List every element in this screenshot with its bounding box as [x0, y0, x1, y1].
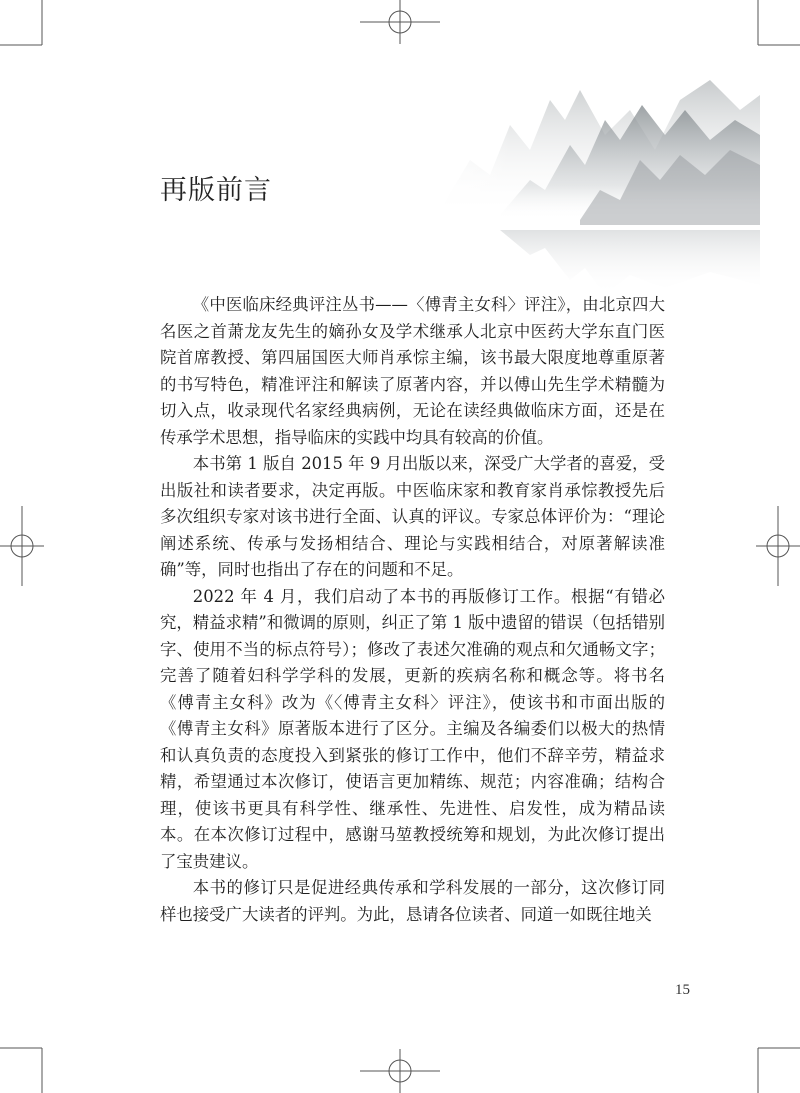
page-title: 再版前言 — [160, 175, 272, 206]
crosshair-circle-icon — [360, 1049, 440, 1093]
paragraph: 2022 年 4 月，我们启动了本书的再版修订工作。根据“有错必究，精益求精”和微调的原则，纠正了第 1 版中遗留的错误（包括错别字、使用不当的标点符号）；修改了表述欠准确的观点和欠通畅文字；完善了随着妇科学学科的发展，更新的疾病名称和概念等。将书名《傅青主女科》改为《〈傅青主女科〉评注》，使该书和市面出版的《傅青主女科》原著版本进行了区分。主编及各编委们以极大的热情和认真负责的态度投入到紧张的修订工作中，他们不辞辛劳，精益求精，希望通过本次修订，使语言更加精练、规范；内容准确；结构合理，使该书更具有科学性、继承性、先进性、启发性，成为精品读本。在本次修订过程中，感谢马堃教授统筹和规划，为此次修订提出了宝贵建议。 — [160, 586, 665, 871]
crosshair-circle-icon — [756, 506, 800, 586]
paragraph: 本书的修订只是促进经典传承和学科发展的一部分，这次修订同样也接受广大读者的评判。为此，恳请各位读者、同道一如既往地关 — [160, 878, 665, 924]
body-text — [160, 292, 665, 928]
page-number: 15 — [675, 982, 690, 998]
crosshair-circle-icon — [360, 0, 440, 44]
crosshair-circle-icon — [0, 506, 44, 586]
paragraph: 《中医临床经典评注丛书——〈傅青主女科〉评注》，由北京四大名医之首萧龙友先生的嫡孙女及学术继承人北京中医药大学东直门医院首席教授、第四届国医大师肖承悰主编，该书最大限度地尊重原著的书写特色，精准评注和解读了原著内容，并以傅山先生学术精髓为切入点，收录现代名家经典病例，无论在读经典做临床方面，还是在传承学术思想，指导临床的实践中均具有较高的价值。 — [160, 295, 665, 447]
paragraph: 本书第 1 版自 2015 年 9 月出版以来，深受广大学者的喜爱，受出版社和读者要求，决定再版。中医临床家和教育家肖承悰教授先后多次组织专家对该书进行全面、认真的评议。专家总体评价为：“理论阐述系统、传承与发扬相结合、理论与实践相结合，对原著解读准确”等，同时也指出了存在的问题和不足。 — [160, 454, 665, 579]
